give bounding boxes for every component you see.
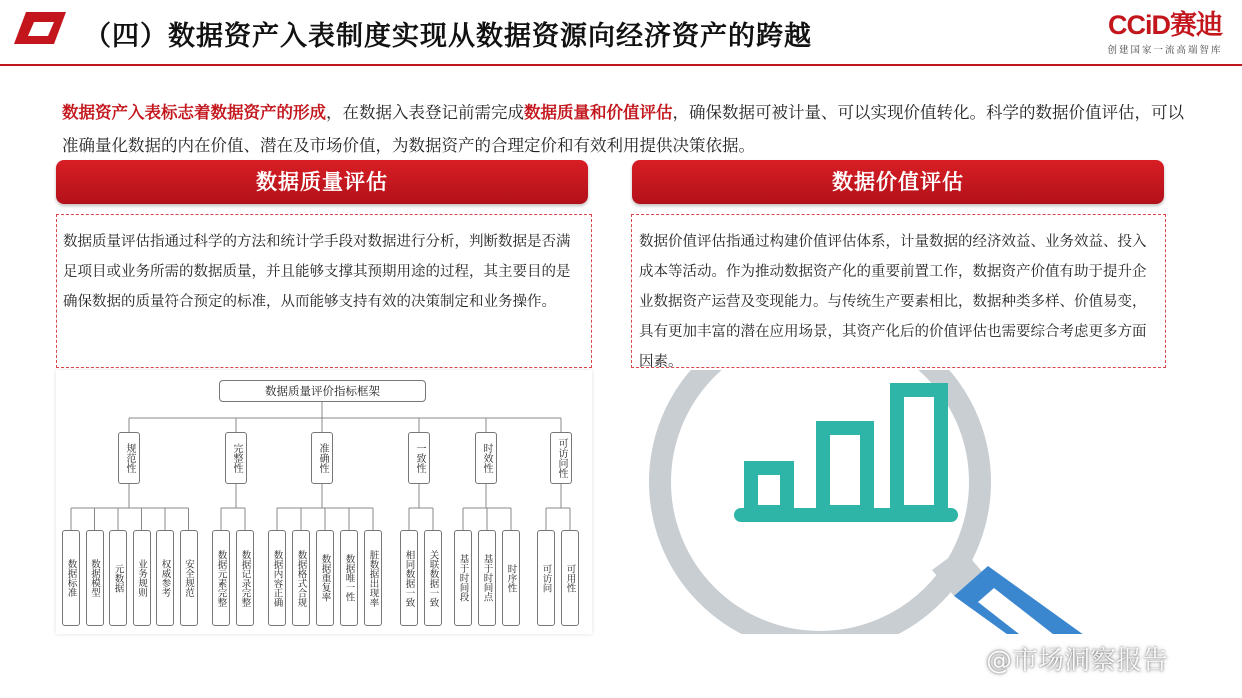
ccid-stripe-logo-icon bbox=[14, 10, 66, 46]
diagram-leaf-node: 时序性 bbox=[502, 530, 520, 626]
diagram-leaf-node: 数据标准 bbox=[62, 530, 80, 626]
intro-paragraph bbox=[62, 96, 1192, 162]
diagram-leaf-node: 关联数据一致 bbox=[424, 530, 442, 626]
watermark-text: @市场洞察报告 bbox=[986, 646, 1169, 676]
diagram-leaf-node: 数据内容正确 bbox=[268, 530, 286, 626]
diagram-leaf-node: 数据模型 bbox=[86, 530, 104, 626]
diagram-leaf-node: 业务规则 bbox=[133, 530, 151, 626]
brand-logo bbox=[1100, 10, 1230, 58]
magnifier-bar-chart-icon bbox=[632, 370, 1166, 634]
diagram-leaf-node: 脏数据出现率 bbox=[364, 530, 382, 626]
quality-assessment-heading: 数据质量评估 bbox=[56, 160, 588, 204]
diagram-category-node: 完整性 bbox=[225, 432, 247, 484]
quality-assessment-text: 数据质量评估指通过科学的方法和统计学手段对数据进行分析，判断数据是否满足项目或业务所需的数据质量，并且能够支撑其预期用途的过程，其主要目的是确保数据的质量符合预定的标准，从而能够支持有效的决策制定和业务操作。 bbox=[56, 214, 592, 368]
value-assessment-heading: 数据价值评估 bbox=[632, 160, 1164, 204]
diagram-leaf-node: 数据唯一性 bbox=[340, 530, 358, 626]
diagram-leaf-node: 安全规范 bbox=[180, 530, 198, 626]
intro-text-2: ，确保数据可被计量、可以实现价值转化。科学的数据价值评估，可以准确量化数据的内在价值、潜在及市场价值，为数据资产的合理定价和有效利用提供决策依据。 bbox=[62, 103, 1184, 155]
diagram-leaf-node: 数据元素完整 bbox=[212, 530, 230, 626]
diagram-category-node: 时效性 bbox=[475, 432, 497, 484]
brand-slogan: 创建国家一流高端智库 bbox=[1107, 45, 1223, 56]
diagram-leaf-node: 基于时间点 bbox=[478, 530, 496, 626]
diagram-leaf-node: 数据格式合规 bbox=[292, 530, 310, 626]
diagram-category-node: 规范性 bbox=[118, 432, 140, 484]
intro-highlight-1: 数据资产入表标志着数据资产的形成 bbox=[62, 103, 326, 122]
watermark bbox=[958, 640, 1168, 677]
brand-name: CCiD赛迪 bbox=[1108, 10, 1222, 40]
value-assessment-text: 数据价值评估指通过构建价值评估体系，计量数据的经济效益、业务效益、投入成本等活动。作为推动数据资产化的重要前置工作，数据资产价值有助于提升企业数据资产运营及变现能力。与传统生产要素相比，数据种类多样、价值易变，具有更加丰富的潜在应用场景，其资产化后的价值评估也需要综合考虑更多方面因素。 bbox=[631, 214, 1166, 368]
value-illustration bbox=[632, 370, 1166, 634]
intro-highlight-2: 数据质量和价值评估 bbox=[524, 103, 673, 122]
weibo-logo-icon bbox=[958, 649, 984, 671]
diagram-leaf-node: 元数据 bbox=[109, 530, 127, 626]
diagram-category-node: 可访问性 bbox=[550, 432, 572, 484]
diagram-category-node: 准确性 bbox=[311, 432, 333, 484]
page-title: （四）数据资产入表制度实现从数据资源向经济资产的跨越 bbox=[84, 21, 812, 52]
diagram-leaf-node: 权威参考 bbox=[156, 530, 174, 626]
diagram-leaf-node: 数据记录完整 bbox=[236, 530, 254, 626]
diagram-leaf-node: 相同数据一致 bbox=[400, 530, 418, 626]
diagram-root-node: 数据质量评价指标框架 bbox=[219, 380, 426, 402]
diagram-leaf-node: 可用性 bbox=[561, 530, 579, 626]
quality-framework-diagram bbox=[56, 370, 592, 634]
diagram-category-node: 一致性 bbox=[408, 432, 430, 484]
header-divider bbox=[0, 64, 1242, 66]
diagram-leaf-node: 基于时间段 bbox=[454, 530, 472, 626]
diagram-leaf-node: 可访问 bbox=[537, 530, 555, 626]
intro-text-1: ，在数据入表登记前需完成 bbox=[326, 103, 524, 122]
diagram-leaf-node: 数据重复率 bbox=[316, 530, 334, 626]
